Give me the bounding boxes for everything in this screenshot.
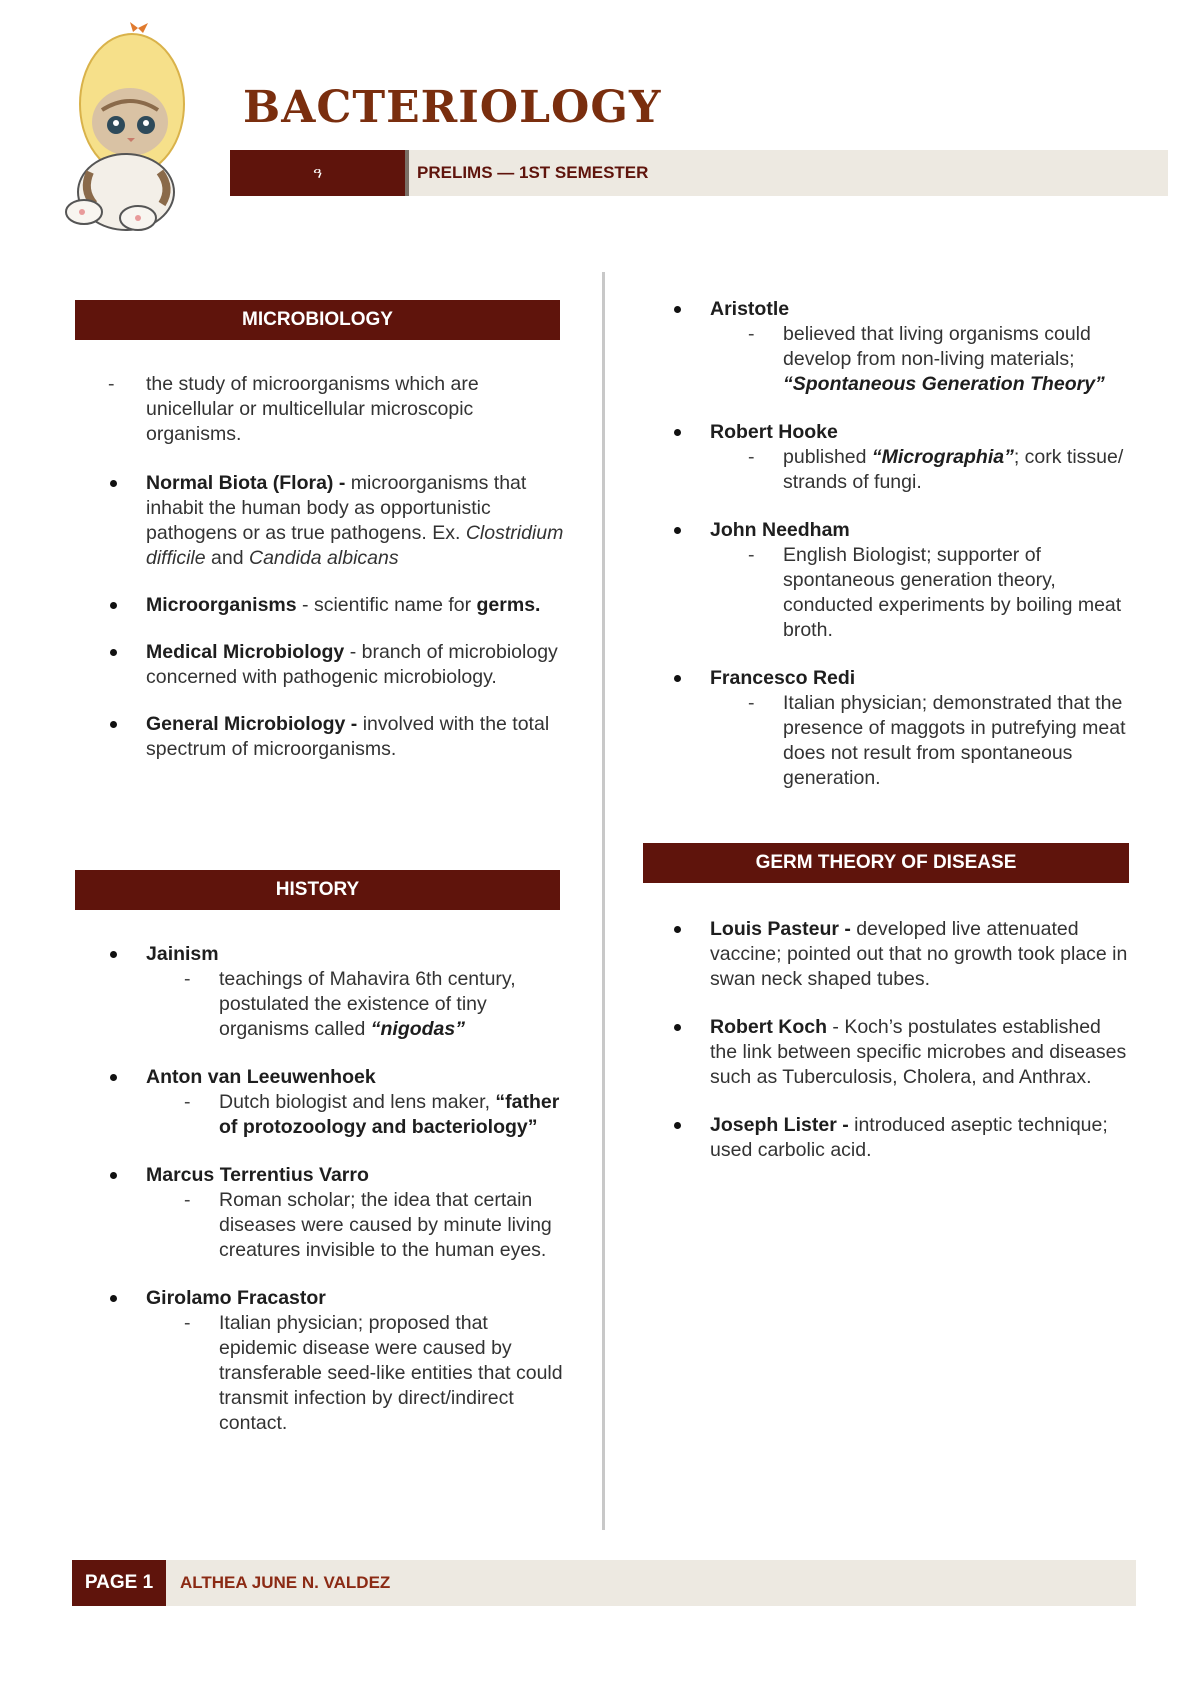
list-item [108, 471, 568, 571]
list-item [672, 1113, 1132, 1163]
dash-marker: - [184, 968, 191, 990]
page-title: BACTERIOLOGY [243, 82, 662, 133]
entry-text: Roman scholar; the idea that certain diseases were caused by minute living creatures invisible to the human eyes. [219, 1189, 552, 1261]
author-name: ALTHEA JUNE N. VALDEZ [180, 1573, 391, 1592]
entry-text: Italian physician; proposed that epidemic disease were caused by transferable seed-like entities that could transmit infection by direct/indirect contact. [219, 1312, 563, 1434]
entry-text: developed live attenuated vaccine; pointed out that no growth took place in swan neck shaped tubes. [710, 918, 1128, 990]
entry-name: Robert Koch [710, 1016, 827, 1038]
dash-marker: - [748, 544, 755, 566]
list-item [108, 712, 568, 762]
entry-emphasis: “Spontaneous Generation Theory” [783, 373, 1105, 395]
subtitle-badge: ዓ [230, 150, 409, 196]
term-emphasis: germs. [476, 594, 541, 616]
definition-text: the study of microorganisms which are unicellular or multicellular microscopic organisms. [146, 373, 479, 445]
dash-marker: - [184, 1312, 191, 1334]
list-item [672, 518, 1132, 643]
bullet-icon [110, 951, 117, 958]
section-header-history: HISTORY [75, 870, 560, 910]
list-item [672, 666, 1132, 791]
bullet-icon [110, 602, 117, 609]
term-example: Candida albicans [248, 547, 399, 569]
term-text: - scientific name for [296, 594, 477, 616]
list-item [108, 1163, 568, 1263]
entry-name: Francesco Redi [710, 667, 856, 689]
entry-text: teachings of Mahavira 6th century, postulated the existence of tiny organisms called [219, 968, 516, 1040]
entry-text: Italian physician; demonstrated that the presence of maggots in putrefying meat does not result from spontaneous generation. [783, 692, 1126, 789]
section-header-germ-theory: GERM THEORY OF DISEASE [643, 843, 1129, 883]
list-item [672, 420, 1132, 495]
dash-marker: - [748, 446, 755, 468]
bullet-icon [674, 926, 681, 933]
dash-marker: - [184, 1091, 191, 1113]
bullet-icon [674, 429, 681, 436]
entry-text: ; cork tissue/ strands of fungi. [783, 446, 1124, 493]
bullet-icon [674, 675, 681, 682]
bullet-icon [674, 306, 681, 313]
term-name: Normal Biota (Flora) - [146, 472, 346, 494]
entry-name: Jainism [146, 943, 219, 965]
dash-marker: - [184, 1189, 191, 1211]
dash-marker: - [748, 692, 755, 714]
list-item [672, 1015, 1132, 1090]
bullet-icon [110, 649, 117, 656]
bullet-icon [110, 1295, 117, 1302]
term-text: involved with the total spectrum of microorganisms. [146, 713, 550, 760]
bullet-icon [110, 480, 117, 487]
bullet-icon [674, 1024, 681, 1031]
entry-name: Anton van Leeuwenhoek [146, 1066, 376, 1088]
history-list-left [108, 942, 568, 1436]
section-header-microbiology: MICROBIOLOGY [75, 300, 560, 340]
bullet-icon [674, 1122, 681, 1129]
entry-text: believed that living organisms could develop from non-living materials; [783, 323, 1091, 370]
dash-marker: - [108, 373, 115, 395]
entry-emphasis: “Micrographia” [871, 446, 1014, 468]
entry-name: Aristotle [710, 298, 790, 320]
term-name: Medical Microbiology [146, 641, 345, 663]
footer-bar [72, 1560, 1136, 1606]
subtitle-bar [230, 150, 1168, 196]
entry-text: published [783, 446, 872, 468]
entry-text: English Biologist; supporter of spontaneous generation theory, conducted experiments by boiling meat broth. [783, 544, 1122, 641]
entry-name: John Needham [710, 519, 850, 541]
list-item [672, 297, 1132, 397]
microbiology-list [108, 372, 568, 762]
list-item [108, 1286, 568, 1436]
entry-text: introduced aseptic technique; used carbolic acid. [710, 1114, 1108, 1161]
cat-mascot-illustration [60, 22, 200, 234]
history-list-right [672, 297, 1132, 791]
list-item [108, 942, 568, 1042]
subtitle-label: PRELIMS — 1ST SEMESTER [417, 163, 649, 182]
entry-name: Girolamo Fracastor [146, 1287, 326, 1309]
bullet-icon [110, 1172, 117, 1179]
term-name: General Microbiology - [146, 713, 358, 735]
bullet-icon [674, 527, 681, 534]
entry-name: Robert Hooke [710, 421, 838, 443]
bullet-icon [110, 721, 117, 728]
term-text: microorganisms that inhabit the human body as opportunistic pathogens or as true pathogens. Ex. [146, 472, 527, 544]
germ-theory-list [672, 917, 1132, 1163]
list-item [108, 1065, 568, 1140]
entry-text: - Koch’s postulates established the link between specific microbes and diseases such as Tuberculosis, Cholera, and Anthrax. [710, 1016, 1127, 1088]
term-text: - branch of microbiology concerned with pathogenic microbiology. [146, 641, 558, 688]
entry-text: Dutch biologist and lens maker, [219, 1091, 496, 1113]
dash-marker: - [748, 323, 755, 345]
entry-name: Louis Pasteur - [710, 918, 851, 940]
list-item [108, 372, 568, 447]
entry-name: Marcus Terrentius Varro [146, 1164, 369, 1186]
list-item [672, 917, 1132, 992]
list-item [108, 593, 568, 618]
term-name: Microorganisms [146, 594, 297, 616]
entry-emphasis: “father of protozoology and bacteriology” [219, 1091, 560, 1138]
entry-emphasis: “nigodas” [370, 1018, 465, 1040]
term-text: and [205, 547, 249, 569]
page-number: PAGE 1 [72, 1560, 166, 1606]
bullet-icon [110, 1074, 117, 1081]
term-example: Clostridium difficile [146, 522, 564, 569]
column-divider [602, 272, 605, 1530]
entry-name: Joseph Lister - [710, 1114, 849, 1136]
list-item [108, 640, 568, 690]
